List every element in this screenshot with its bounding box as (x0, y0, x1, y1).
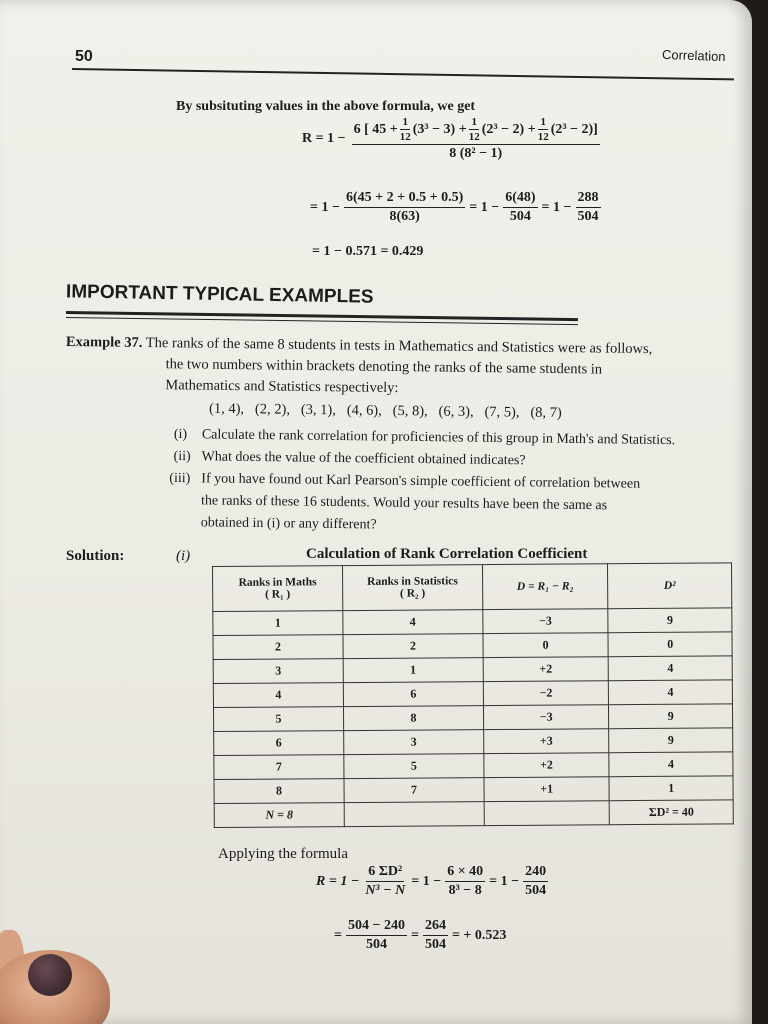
section-title: IMPORTANT TYPICAL EXAMPLES (65, 281, 374, 308)
cell-d2: 0 (608, 632, 732, 657)
col-maths-label: Ranks in Maths (238, 576, 317, 589)
intro-text: By subsituting values in the above formula, we get (176, 99, 476, 114)
question-1-num: (i) (173, 426, 188, 443)
line2-f1-den: 8(63) (389, 209, 420, 224)
table-row (213, 608, 732, 636)
formula-applied (316, 864, 548, 899)
cell-d: +3 (484, 729, 610, 754)
question-3-num: (iii) (169, 470, 191, 487)
applying-text: Applying the formula (218, 846, 348, 862)
cell-r2: 4 (343, 610, 483, 635)
f3-den: 504 (525, 883, 547, 898)
col-stats-label: Ranks in Statistics (367, 575, 458, 588)
formula-line2 (310, 190, 601, 225)
table-row (213, 656, 732, 684)
line2-mid2: = 1 − (541, 199, 572, 215)
formula-main-denominator: 8 (8² − 1) (449, 146, 503, 161)
twelfth-fraction (536, 116, 551, 143)
line2-fraction-1 (344, 190, 465, 225)
question-1-text: Calculate the rank correlation for proficiencies of this group in Math's and Statistics. (201, 427, 676, 449)
line2-fraction-2 (503, 190, 537, 225)
cell-r1: 2 (213, 635, 343, 660)
table-row (213, 680, 732, 708)
table-row (214, 752, 733, 780)
table-row (213, 632, 732, 660)
cell-d: +2 (484, 753, 610, 778)
f-eq2: = 1 − (489, 873, 520, 889)
rank-pairs: (1, 4), (2, 2), (3, 1), (4, 6), (5, 8), (6, 3), (7, 5), (8, 7) (208, 400, 562, 422)
twelfth-num: 1 (540, 116, 546, 128)
twelfth-fraction (398, 116, 413, 143)
table-row (214, 776, 733, 804)
col-stats-sub: ( R₂ ) (399, 587, 426, 600)
cell-d: 0 (483, 633, 609, 658)
cell-d2: 4 (608, 656, 732, 681)
line2-f1-num: 6(45 + 2 + 0.5 + 0.5) (344, 190, 465, 208)
line2-f3-den: 504 (577, 209, 599, 224)
f3-num: 240 (523, 864, 548, 882)
f-fraction-3 (523, 864, 548, 899)
twelfth-num: 1 (402, 116, 408, 128)
f2-num: 6 × 40 (445, 864, 485, 882)
cell-r1: 3 (213, 659, 343, 684)
example-line1: The ranks of the same 8 students in tests in Mathematics and Statistics were as follows, (145, 334, 653, 358)
line2-f2-den: 504 (509, 209, 531, 224)
line2-mid: = 1 − (469, 199, 500, 215)
g-fraction-1 (346, 918, 407, 953)
twelfth-den: 12 (537, 131, 549, 143)
cell-r2: 6 (343, 682, 483, 707)
cell-r1: 7 (214, 755, 344, 780)
g-fraction-2 (423, 918, 448, 953)
questions-list (169, 424, 752, 541)
g-eq: = (334, 927, 342, 943)
cell-r1: 4 (213, 683, 343, 708)
total-empty (344, 802, 484, 827)
total-empty (484, 801, 610, 826)
table-row (214, 728, 733, 756)
col-d2: D² (608, 563, 732, 609)
cell-r2: 1 (343, 658, 483, 683)
numerator-prefix: 6 [ 45 + (353, 121, 398, 137)
f1-den: N³ − N (365, 883, 406, 898)
col-maths-sub: ( R₁ ) (265, 588, 291, 601)
question-3-line3: obtained in (i) or any different? (200, 515, 377, 533)
twelfth-fraction (467, 116, 482, 143)
example-line3: Mathematics and Statistics respectively: (165, 377, 399, 397)
twelfth-den: 12 (399, 131, 411, 143)
formula-line3: = 1 − 0.571 = 0.429 (312, 244, 424, 259)
cell-r1: 1 (213, 611, 343, 636)
question-3-line2: the ranks of these 16 students. Would your results have been the same as (200, 493, 608, 514)
table-row (213, 704, 732, 732)
g-eq2: = (410, 927, 419, 943)
line2-f2-num: 6(48) (503, 190, 537, 208)
col-maths (213, 566, 343, 612)
total-n: N = 8 (214, 803, 344, 828)
g-result: = + 0.523 (451, 927, 507, 943)
g1-den: 504 (365, 937, 387, 952)
page-number: 50 (75, 48, 93, 65)
cell-r2: 5 (344, 754, 484, 779)
line2-prefix: = 1 − (310, 199, 340, 215)
f1-num: 6 ΣD² (366, 864, 404, 882)
rank-table-body (213, 608, 733, 804)
example-block (65, 332, 746, 426)
line2-fraction-3 (576, 190, 601, 225)
total-d2: ΣD² = 40 (609, 800, 733, 825)
cell-r2: 7 (344, 778, 484, 803)
f-lhs: R = 1 − (316, 873, 360, 889)
numerator-seg2: (2³ − 2) + (481, 121, 536, 137)
col-stats (342, 565, 482, 611)
f-fraction-1 (363, 864, 407, 899)
formula-result (334, 918, 506, 953)
twelfth-den: 12 (468, 131, 480, 143)
cell-d: +2 (483, 657, 609, 682)
running-title: Correlation (661, 46, 726, 65)
cell-r2: 3 (344, 730, 484, 755)
g2-den: 504 (424, 937, 446, 952)
formula-main-fraction (352, 116, 600, 162)
cell-d: −3 (483, 705, 609, 730)
cell-d2: 9 (608, 608, 732, 633)
cell-d: −2 (483, 681, 609, 706)
question-2-num: (ii) (173, 448, 191, 465)
solution-label: Solution: (66, 548, 125, 564)
cell-d: +1 (484, 777, 610, 802)
col-d: D = R₁ − R₂ (482, 564, 608, 610)
cell-d2: 4 (609, 680, 733, 705)
question-3-text: If you have found out Karl Pearson's simple coefficient of correlation between (201, 471, 641, 492)
formula-main (302, 116, 600, 162)
rank-table (212, 562, 734, 828)
formula-main-numerator (352, 116, 600, 145)
line2-f3-num: 288 (576, 190, 601, 208)
rank-table-wrap (212, 562, 734, 828)
header-rule (72, 68, 734, 80)
cell-r1: 5 (213, 707, 343, 732)
numerator-seg1: (3³ − 3) + (412, 121, 467, 137)
example-label: Example 37. (65, 333, 143, 351)
g1-num: 504 − 240 (346, 918, 407, 936)
cell-d2: 9 (609, 728, 733, 753)
cell-r2: 8 (343, 706, 483, 731)
cell-r2: 2 (343, 634, 483, 659)
thumbnail (28, 954, 72, 996)
table-title: Calculation of Rank Correlation Coefficient (306, 546, 588, 562)
formula-lhs: R = 1 − (302, 131, 346, 146)
f-fraction-2 (445, 864, 485, 899)
solution-part: (i) (176, 548, 191, 564)
g2-num: 264 (423, 918, 448, 936)
cell-d2: 9 (609, 704, 733, 729)
twelfth-num: 1 (471, 116, 477, 128)
numerator-seg3: (2³ − 2)] (550, 121, 598, 137)
question-2-text: What does the value of the coefficient obtained indicates? (201, 449, 526, 469)
cell-r1: 8 (214, 779, 344, 804)
cell-d2: 4 (609, 752, 733, 777)
cell-d: −3 (483, 609, 609, 634)
f-eq1: = 1 − (411, 873, 442, 889)
f2-den: 8³ − 8 (448, 883, 482, 898)
example-line2: the two numbers within brackets denoting the ranks of the same students in (165, 356, 603, 378)
cell-r1: 6 (214, 731, 344, 756)
cell-d2: 1 (609, 776, 733, 801)
